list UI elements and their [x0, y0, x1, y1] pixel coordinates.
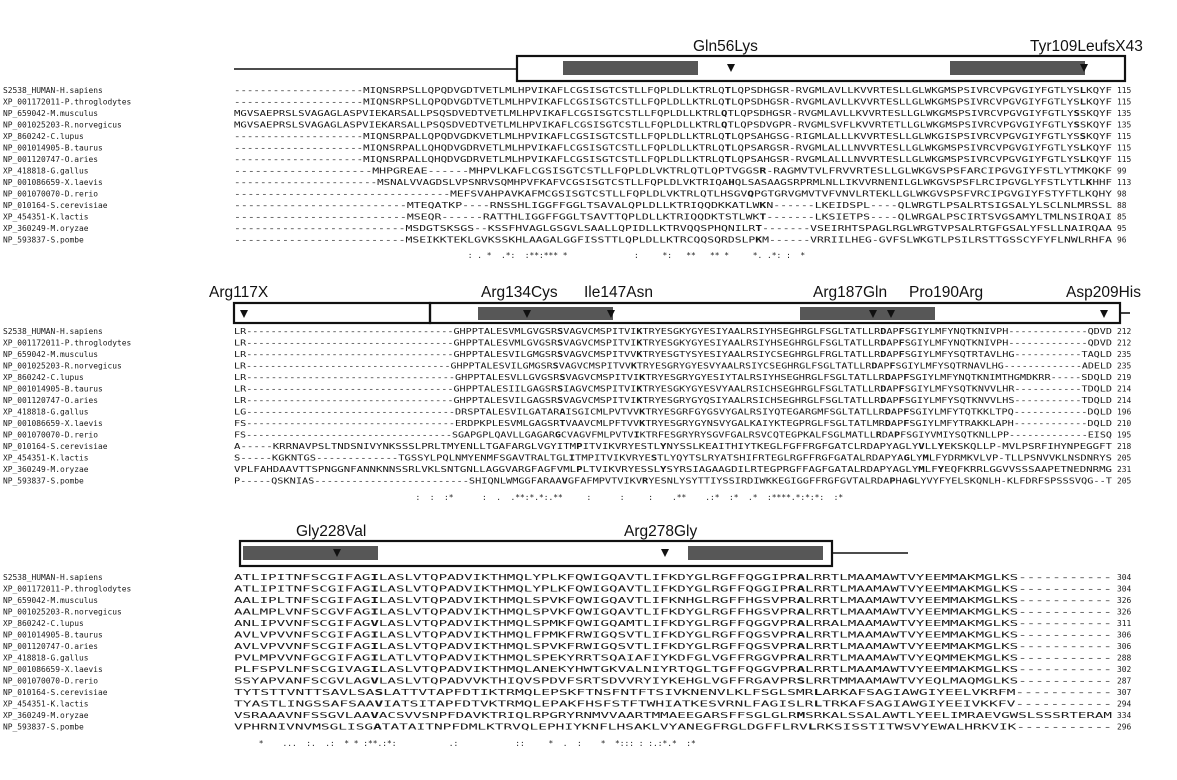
- residue-count: 306: [1117, 630, 1132, 640]
- residue-count: 231: [1117, 465, 1132, 474]
- sequence-row: --------------------------------MEFSVAHPAVKAFMCGSISGTCSTLLFQPLDLVKTRLQTLHSGV Q PGTGRVGMVTVFVNVLRTEKLLGLWKGVSPSFVRCIPGVGIYFSTYFTLKQHY: [234, 189, 1006, 199]
- sequence-name: NP_593837-S.pombe: [3, 722, 84, 732]
- mutation-marker: [1100, 310, 1108, 318]
- sequence-name: XP_454351-K.lactis: [3, 453, 89, 463]
- sequence-row: LR----------------------------------GHPPTALESVMLGVGSR SVAGVCMSPITVI KTRYESGKYGYESIYAALRSIYHSEGHRGLFSGLTATLLR DAP FSGIYLMFYNQTKNIVPH-------------QDVD: [234, 338, 1067, 348]
- residue-count: 235: [1117, 361, 1132, 371]
- sequence-row: VPHRNIVNVMSGLISG A TATAITNPFDMLKTRVQLEPHIYKNFLHSAKLVYANEGFRGLDGFFLRV L RKSISSTITWSVYEWALHRKVIK-----------: [234, 722, 978, 732]
- residue-count: 302: [1117, 665, 1132, 674]
- sequence-name: NP_001070070-D.rerio: [3, 430, 99, 440]
- sequence-name: NP_001070070-D.rerio: [3, 676, 99, 686]
- sequence-row: FS----------------------------------SGAPGPLQAVLLGAGAR GCVAGVFMLPVTV IKTRFESGRYRYSGVFGALRSVCQTEGPKALFSGLMATLL RDA PFSGIYVMIYSQTKNLLPP-------------EISQ: [234, 430, 1067, 440]
- sequence-row: S-----KGKNTGS-------------TGSSYLPQLNMYENMFSGAVTRALTGL I TMPITVIKVRYE S TLYQYTSLRYATSHIFRTEGLRGFFRGFGATALRDAPYA G LY M LFYDRMKVLVP-TLLPSNVVKLNSDNRYS: [234, 453, 1067, 463]
- residue-count: 311: [1117, 619, 1132, 628]
- sequence-name: NP_010164-S.cerevisiae: [3, 688, 108, 697]
- helix-bar: [243, 546, 378, 560]
- alignment-rows: [3, 86, 1132, 748]
- sequence-row: LR----------------------------------GHPPTALESIILGAGSR SIAGVCMSPITVI KTRYESGKYGYESVYAALRSICHSEGHRGLFSGLTATLLR DAP FSGIYLMFYSQTKNVVLHR-----------TDQLD: [234, 384, 1067, 394]
- residue-count: 135: [1117, 109, 1132, 118]
- sequence-name: XP_454351-K.lactis: [3, 212, 89, 222]
- sequence-name: XP_860242-C.lupus: [3, 373, 84, 382]
- sequence-name: NP_593837-S.pombe: [3, 476, 84, 486]
- residue-count: 212: [1117, 327, 1132, 336]
- consensus-line: * ... :. .: * * :**.:*: .: :: * . : * *::: : :.:*.* :*: [254, 739, 696, 748]
- helix-bar: [800, 307, 935, 320]
- sequence-name: NP_001120747-O.aries: [3, 155, 99, 164]
- sequence-row: --------------------MIQNSRPSLLQPQDVGDTVETLMLHPVIKAFLCGSISGTCSTLLFQPLDLLKTRLQ T LQPSDHGSR-RVGMLAVLLKVVRTESLLGLWKGMSPSIVRCVPGVGIYFGTLYS L KQYF: [234, 86, 1106, 95]
- sequence-row: AVLVPVVNFSCGIFAG I LASLVTQPADVIKTHMQLFPMKFRWIGQSVTLIFKDYGLRGFFQGSVPR A LRRTLMAAMAWTVYEEMMAKMGLKS-----------: [234, 630, 977, 640]
- sequence-row: AVLVPVVNFSCGIFAG I LASLVTQPADVIKTHMQLSPVKFRWIGQSVTLIFKDYGLRGFFQGSVPR A LRRTLMAAMAWTVYEEMMAKMGLKS-----------: [234, 642, 977, 651]
- mutation-marker: [240, 310, 248, 318]
- residue-count: 214: [1117, 396, 1132, 405]
- sequence-name: XP_860242-C.lupus: [3, 132, 84, 141]
- sequence-name: XP_360249-M.oryzae: [3, 465, 89, 474]
- residue-count: 288: [1117, 653, 1132, 663]
- residue-count: 113: [1117, 178, 1132, 187]
- sequence-row: LR----------------------------------GHPPTALESVILGAGSR SVAGVCMSPITVI KTRYESGRYGYQSIYAALRSICHSEGHRGLFSGLTATLLR DAP FSGIYLMFYSQTKNVVLHS-----------TDQLD: [234, 396, 1067, 405]
- sequence-row: --------------------MIQNSRPALLQPQDVGDKVETLMLHPVIKAFLCGSISGTCSTLLFQPLDLLKTRLQ T LQPSAHGSG-RIGMLALLLKVVRTESLLGLWKGISPSIVRCVPGVGIYFGTLYS S KQYF: [234, 132, 1106, 141]
- sequence-name: NP_659042-M.musculus: [3, 350, 99, 359]
- residue-count: 218: [1117, 442, 1132, 451]
- mutation-label-arg278gly: Arg278Gly: [624, 523, 698, 540]
- mutation-marker: [727, 64, 735, 72]
- sequence-name: XP_454351-K.lactis: [3, 699, 89, 709]
- sequence-row: SSYAPVANFSCGVLAG V LASLVTQPADVVKTHIQVSPDVFSRTSDVVRYIYKEHGLVGFFRGAVPR S LRRTMMAAMAWTVYEQLMAQMGLKS-----------: [234, 676, 977, 686]
- sequence-row: FS----------------------------------ERDPKPLESVMLGAGSR TVAAVCMLPFTVV KTRYESGRYGYNSVYGALKAIYKTEGPRGLFSGLTATLMR DAP FSGIYLMFYTRAKKLAPH------------DQLD: [234, 419, 1067, 428]
- sequence-name: NP_001014905-B.taurus: [3, 630, 103, 640]
- sequence-name: NP_001086659-X.laevis: [3, 665, 103, 674]
- residue-count: 307: [1117, 688, 1132, 697]
- mutation-label-arg187gln: Arg187Gln: [813, 284, 888, 301]
- sequence-name: XP_360249-M.oryzae: [3, 711, 89, 720]
- sequence-row: VPLFAHDAAVTTSPNGGNFANNKNNSSRLVKLSNTGNLLAGGVARGFAGFVML P LTVIKVRYESSL Y SYRSIAGAAGDILRTEGPRGFFAGFGATALRDAPYAGLY M LF Y EQFKRRLGGVVSSSAAPETNEDNRMG: [234, 465, 1068, 474]
- residue-count: 96: [1117, 235, 1127, 245]
- mutation-marker: [661, 549, 669, 557]
- mutation-label-gln56lys: Gln56Lys: [693, 38, 758, 55]
- sequence-row: ATLIPITNFSCGIFAG I LASLVTQPADVIKTHMQLYPLKFQWIGQAVTLIFKDYGLRGFFQGGIPR A LRRTLMAAMAWTVYEEMMAKMGLKS-----------: [234, 584, 977, 594]
- residue-count: 195: [1117, 430, 1132, 440]
- residue-count: 214: [1117, 384, 1132, 394]
- sequence-row: -------------------------MTEQATKP----RNSSHLIGGFFGGLTSAVALQPLDLLKTRIQQDKKATLW K N------LKEIDSPL----QLWRGTLPSALRTSIGSALYLSCLNLMRSSL: [234, 201, 1004, 210]
- sequence-row: LR----------------------------------GHPPTALESVILGMGSR SVAGVCMSPITVV KTRYESGTYSYESIYAALRSIYCSEGHRGLFRGLTATLLR DAP FSGIYLMFYSQTRTAVLHG-----------TAQLD: [234, 350, 1067, 359]
- residue-count: 212: [1117, 338, 1132, 348]
- sequence-row: -------------------------MSEIKKTEKLGVKSSKHLAAGALGGFISSTTLQPLDLLKTRCQQSQRDSLP K M------VRRIILHEG-GVFSLWKGTLPSILRSTTGSSCYFYFLNWLRHFA: [234, 235, 1005, 245]
- sequence-name: NP_001014905-B.taurus: [3, 143, 103, 153]
- sequence-name: NP_001086659-X.laevis: [3, 178, 103, 187]
- sequence-row: TYTSTTVNTTSAVLSA S LATTVTAPFDTIKTRMQLEPSKFTNSFNTFTSIVKNENVLKLFSGLSMR L ARKAFSAGIAWGIYEELVKRFM-----------: [234, 688, 980, 697]
- sequence-name: NP_001025203-R.norvegicus: [3, 607, 122, 617]
- sequence-name: NP_001014905-B.taurus: [3, 384, 103, 394]
- residue-count: 115: [1117, 132, 1132, 141]
- sequence-row: P-----QSKNIAS-------------------------SHIQNLWMGGFARAA VGFAFMPVTVIKV RYESNLYSYTTIYSSIRDIWKKEGIGGFFRGFGVTALRDA PHA GLYVYFYELSKQNLH-KLFDRFSPSSSVQG--T: [234, 476, 1067, 486]
- sequence-name: XP_360249-M.oryzae: [3, 224, 89, 233]
- sequence-row: -------------------------MSDGTSKSGS--KSSFHVAGLGSGVLSAALLQPIDLLKTRVQQSPHQNILR T -------VSEIRHTSPAGLRGLWRGTVPSALRTGFGSALYFSLLNAIRQAA: [234, 224, 1005, 233]
- helix-bar: [478, 307, 613, 320]
- sequence-row: ATLIPITNFSCGIFAG I LASLVTQPADVIKTHMQLYPLKFQWIGQAVTLIFKDYGLRGFFQGGIPR A LRRTLMAAMAWTVYEEMMAKMGLKS-----------: [234, 573, 977, 582]
- residue-count: 88: [1117, 201, 1127, 210]
- sequence-name: S2538_HUMAN-H.sapiens: [3, 86, 103, 95]
- residue-count: 304: [1117, 573, 1132, 582]
- sequence-name: NP_001120747-O.aries: [3, 642, 99, 651]
- residue-count: 287: [1117, 676, 1132, 686]
- sequence-name: NP_010164-S.cerevisiae: [3, 201, 108, 210]
- sequence-row: A-----KRRNAVPSLTNDSNIVYNKSSSLPRLTMYENLLTGAFARGLVGYITM P ITVIKVRYESTL Y NYSSLKEAITHIYTKEGLFGFFRGFGATCLRDAPYAGLY V LL Y EKSKQLLP-MVLPSRFIHYNPEGGFT: [234, 442, 1068, 451]
- residue-count: 210: [1117, 419, 1132, 428]
- residue-count: 205: [1117, 476, 1132, 486]
- residue-count: 326: [1117, 607, 1132, 617]
- residue-count: 306: [1117, 642, 1132, 651]
- residue-count: 304: [1117, 584, 1132, 594]
- sequence-row: --------------------MIQNSRPALLQHQDVGDRVETLMLHPVIKAFLCGSISGTCSTLLFQPLDLLKTRLQ T LQPSARGSR-RVGMLALLLNVVRTESLLGLWKGMSPSIVRCVPGVGIYFGTLYS L KQYF: [234, 143, 1106, 153]
- mutation-label-arg117x: Arg117X: [209, 284, 269, 301]
- mutation-label-pro190arg: Pro190Arg: [909, 284, 984, 301]
- sequence-row: AALIPLTNFSCGIFAG I LASLVTQPADVIKTHMQLSPVKFQWIGQAVTLIFKNHGLRGFFHGSVPR A LRRTLMAAMAWTVYEEMMAKMGLKS-----------: [234, 596, 977, 605]
- sequence-name: XP_418818-G.gallus: [3, 653, 89, 663]
- domain-track-2: [209, 284, 1141, 323]
- sequence-row: -------------------------MSEQR------RATTHLIGGFFGGLTSAVTTQPLDLLKTRIQQDKTSTLWK T -------LKSIETPS----QLWRGALPSCIRTSVGSAMYLTMLNSIRQAI: [234, 212, 1004, 222]
- sequence-row: VSRAAAVNFSSGVLAA V ACSVVSNPFDAVKTRIQLRPGRYRNMVVAARTMMAEEGARSFFSGLGLR M SRKALSSALAWTLYEELIMRAEVGWSLSSSRTERAM: [234, 711, 977, 720]
- residue-count: 219: [1117, 373, 1132, 382]
- sequence-name: XP_418818-G.gallus: [3, 166, 89, 176]
- residue-count: 205: [1117, 453, 1132, 463]
- sequence-row: PVLMPVVNFGCGIFAG I LATLVTQPADVIKTHMQLSPEKYRRTSQAIAFIYKDFGLVGFFRGGVPR A LRRTLMAAMAWTVYEQMMEKMGLKS-----------: [234, 653, 977, 663]
- consensus-line: : : :* : . .**:*.*:.** : : : .** .:* :* .* :****.*:*:*: :*: [254, 493, 844, 502]
- residue-count: 115: [1117, 155, 1132, 164]
- residue-count: 196: [1117, 407, 1132, 417]
- sequence-row: --------------------MIQNSRPALLQHQDVGDRVETLMLHPVIKAFLCGSISGTCSTLLFQPLDLLKTRLQ T LQPSAHGSR-RVGMLALLLNVVRTESLLGLWKGMSPSIVRCVPGVGIYFGTLYS L KQYF: [234, 155, 1106, 164]
- mutation-label-asp209his: Asp209His: [1066, 284, 1141, 301]
- residue-count: 95: [1117, 224, 1127, 233]
- sequence-row: MGVSAEPRSLSVAGAGLASPVIEKARSALLPSQSDVEDTVETLMLHPVIKAFLCGSISGTCSTLLFQPLDLLKTRL Q TLQPSDVGPR-RVGMLSVFLKVVRTETLLGLWKGMSPSIVRCVPGVGIYFGTLY S SKQYF: [234, 120, 1104, 130]
- consensus-line: : . * .*: :**:*** * : *: ** ** * *. .*: : *: [254, 251, 806, 260]
- sequence-name: NP_010164-S.cerevisiae: [3, 442, 108, 451]
- sequence-row: --------------------MHPGREAE------MHPVLKAFLCGSISGTCSTLLFQPLDLVKTRLQTLQPTVGGS R -RAGMVTVLFRVVRTESLLGLWKGVSPSFARCIPGVGIYFSTLYTMKQKF: [234, 166, 1004, 176]
- mutation-label-ile147asn: Ile147Asn: [584, 284, 653, 301]
- sequence-name: XP_001172011-P.throglodytes: [3, 338, 132, 348]
- sequence-row: LR----------------------------------GHPPTALESVLLGVGSR SVAGVCMSPITVI KTRYESGRYGYESIYTALRSIYHSEGHRGLFSGLTATLLR DAP FSGIYLMFYNQTKNIMTHGMDKRR-----SDQLD: [234, 373, 1067, 382]
- sequence-name: XP_001172011-P.throglodytes: [3, 584, 132, 594]
- residue-count: 115: [1117, 97, 1132, 107]
- sequence-row: LR----------------------------------GHPPTALESVMLGVGSR SVAGVCMSPITVI KTRYESGKYGYESIYAALRSIYHSEGHRGLFSGLTATLLR DAP FSGIYLMFYNQTKNIVPH-------------QDVD: [234, 327, 1067, 336]
- domain-box: [234, 303, 430, 323]
- sequence-name: NP_659042-M.musculus: [3, 109, 99, 118]
- residue-count: 235: [1117, 350, 1132, 359]
- sequence-name: NP_001070070-D.rerio: [3, 189, 99, 199]
- mutation-label-tyr109leufsx43: Tyr109LeufsX43: [1030, 38, 1143, 55]
- sequence-name: S2538_HUMAN-H.sapiens: [3, 327, 103, 336]
- mutation-label-gly228val: Gly228Val: [296, 523, 367, 540]
- residue-count: 99: [1117, 166, 1127, 176]
- sequence-name: NP_001086659-X.laevis: [3, 419, 103, 428]
- sequence-name: XP_001172011-P.throglodytes: [3, 97, 132, 107]
- helix-bar: [950, 61, 1085, 75]
- residue-count: 98: [1117, 189, 1127, 199]
- sequence-row: ANLIPVVNFSCGIFAG V LASLVTQPADVIKTHMQLSPMKFQWIGQAMTLIFKDYGLRGFFQGGVPR A LRRALMAAMAWTVYEEMMAKMGLKS-----------: [234, 619, 977, 628]
- residue-count: 296: [1117, 722, 1132, 732]
- residue-count: 326: [1117, 596, 1132, 605]
- residue-count: 85: [1117, 212, 1127, 222]
- sequence-row: MGVSAEPRSLSVAGAGLASPVIEKARSALLPSQSDVEDTVETLMLHPVIKAFLCGSISGTCSTLLFQPLDLLKTRL Q TLQPSDHGSR-RVGMLAVLLKVVRTESLLGLWKGMSPSIVRCVPGVGIYFGTLY S SKQYF: [234, 109, 1104, 118]
- mutation-label-arg134cys: Arg134Cys: [481, 284, 558, 301]
- sequence-name: NP_659042-M.musculus: [3, 596, 99, 605]
- sequence-name: NP_001025203-R.norvegicus: [3, 361, 122, 371]
- sequence-name: NP_001025203-R.norvegicus: [3, 120, 122, 130]
- sequence-row: --------------------MIQNSRPSLLQPQDVGDTVETLMLHPVIKAFLCGSISGTCSTLLFQPLDLLKTRLQ T LQPSDHGSR-RVGMLAVLLKVVRTESLLGLWKGMSPSIVRCVPGVGIYFGTLYS L KQYF: [234, 97, 1106, 107]
- domain-track-3: [240, 523, 908, 566]
- sequence-name: XP_418818-G.gallus: [3, 407, 89, 417]
- sequence-name: XP_860242-C.lupus: [3, 619, 84, 628]
- sequence-row: TYASTLINGSSAFSAA V IATSITAPFDTVKTRMQLEPAKFHSFSTFTWHIATKESVRNLFAGISLR L TRKAFSAGIAWGIYEEIVKKFV-----------: [234, 699, 980, 709]
- sequence-row: LR----------------------------------GHPPTALESVILGMGSR SVAGVCMSPITVV KTRYESGRYGYESVYAALRSIYCSEGHRGLFSGLTATLLR DAP FSGIYLMFYSQTRNAVLHG-------------ADELD: [234, 361, 1067, 371]
- sequence-row: ----------------------MSNALVVAGDSLVPSNRVSQMHPVFKAFVCGSISGTCSTLLFQPLDLVKTRIQA H QLSASAAGSRPRMLNLLIKVVRNENILGLWKGVSPSFLRCIPGVGLYFSTLYTL K HHF: [234, 178, 1107, 187]
- residue-count: 334: [1117, 711, 1132, 720]
- sequence-row: LG----------------------------------DRSPTALESVILGATAR AISGICMLPVTVV KTRYESGRFGYGSVYGALRSIYQTEGARGMFSGLTATLLR DAP FSGIYLMFYTQTKKLTPQ------------DQLD: [234, 407, 1067, 417]
- sequence-row: AALMPLVNFSCGVFAG I LASLVTQPADVIKTHMQLSPVKFQWIGQAVTLIFKDYGLRGFFHGSVPR A LRRTLMAAMAWTVYEEMMAKMGLKS-----------: [234, 607, 977, 617]
- helix-bar: [563, 61, 698, 75]
- sequence-name: NP_001120747-O.aries: [3, 396, 99, 405]
- sequence-row: PLFSPVLNFSCGIVAG I LASLVTQPADVIKTHMQLANEKYHWTGKVALNIYRTQGLTGFFQGGVPR A LRRTLMAAMAWTVYEEMMAKMGLKS-----------: [234, 665, 977, 674]
- residue-count: 115: [1117, 143, 1132, 153]
- residue-count: 294: [1117, 699, 1132, 709]
- sequence-name: NP_593837-S.pombe: [3, 235, 84, 245]
- sequence-name: S2538_HUMAN-H.sapiens: [3, 573, 103, 582]
- residue-count: 115: [1117, 86, 1132, 95]
- helix-bar: [688, 546, 823, 560]
- domain-track-1: [234, 38, 1143, 81]
- residue-count: 135: [1117, 120, 1132, 130]
